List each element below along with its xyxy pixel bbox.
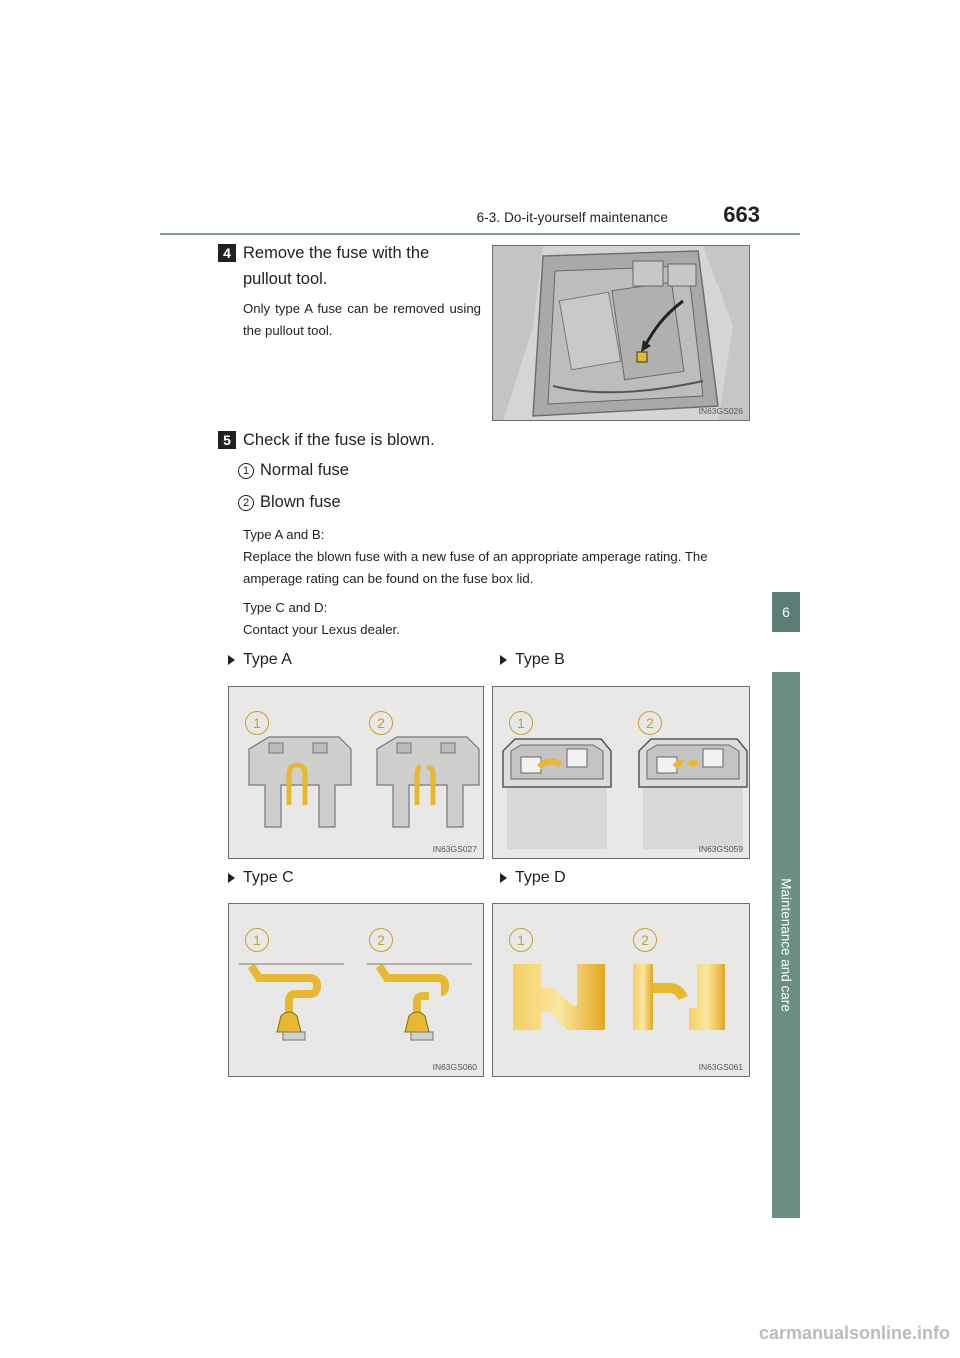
triangle-bullet-icon: [500, 873, 507, 883]
page-number: 663: [723, 202, 760, 227]
figure-num-1: 1: [509, 928, 533, 952]
figure-num-2: 2: [369, 928, 393, 952]
type-b-fuses-illustration: [493, 687, 750, 859]
note-ab-title: Type A and B:: [243, 527, 325, 542]
section-title: 6-3. Do-it-yourself maintenance: [476, 210, 668, 225]
type-c-figure: [228, 903, 484, 1077]
type-d-fuses-illustration: [493, 904, 750, 1077]
fuse-box-figure: [492, 245, 750, 421]
figure-num-2: 2: [633, 928, 657, 952]
figure-num-2: 2: [369, 711, 393, 735]
figure-num-1: 1: [245, 928, 269, 952]
fuse-box-illustration: [493, 246, 750, 421]
figure-code: IN63GS061: [698, 1062, 743, 1072]
step-4-badge: 4: [218, 244, 236, 262]
type-a-label: Type A: [228, 651, 292, 669]
figure-num-1: 1: [245, 711, 269, 735]
type-a-fuses-illustration: [229, 687, 484, 859]
type-d-figure: [492, 903, 750, 1077]
step-4-text: Remove the fuse with the pullout tool.: [243, 244, 430, 288]
item-1-marker: 1: [238, 463, 254, 479]
triangle-bullet-icon: [228, 873, 235, 883]
figure-code: IN63GS059: [698, 844, 743, 854]
step-5-badge: 5: [218, 431, 236, 449]
figure-code: IN63GS027: [432, 844, 477, 854]
triangle-bullet-icon: [500, 655, 507, 665]
note-cd-body: Contact your Lexus dealer.: [243, 622, 400, 637]
type-c-fuses-illustration: [229, 904, 484, 1077]
item-2-marker: 2: [238, 495, 254, 511]
header-divider: [160, 233, 800, 235]
note-ab-body: Replace the blown fuse with a new fuse of an appropriate amperage rating. The amperage rating can be found on the fuse box lid.: [243, 549, 708, 586]
item-2-label: Blown fuse: [260, 493, 341, 511]
watermark: carmanualsonline.info: [758, 1323, 950, 1343]
type-b-figure: [492, 686, 750, 859]
step-4-note: Only type A fuse can be removed using the pullout tool.: [243, 301, 481, 338]
chapter-number: 6: [782, 604, 790, 620]
type-d-label: Type D: [500, 869, 566, 887]
figure-code: IN63GS060: [432, 1062, 477, 1072]
figure-num-2: 2: [638, 711, 662, 735]
step-5-text: Check if the fuse is blown.: [243, 431, 435, 449]
type-b-label: Type B: [500, 651, 565, 669]
type-a-figure: [228, 686, 484, 859]
note-cd-title: Type C and D:: [243, 600, 328, 615]
type-c-label: Type C: [228, 869, 294, 887]
chapter-label: Maintenance and care: [778, 878, 794, 1012]
item-1-label: Normal fuse: [260, 461, 349, 479]
figure-num-1: 1: [509, 711, 533, 735]
triangle-bullet-icon: [228, 655, 235, 665]
figure-code: IN63GS026: [698, 406, 743, 416]
